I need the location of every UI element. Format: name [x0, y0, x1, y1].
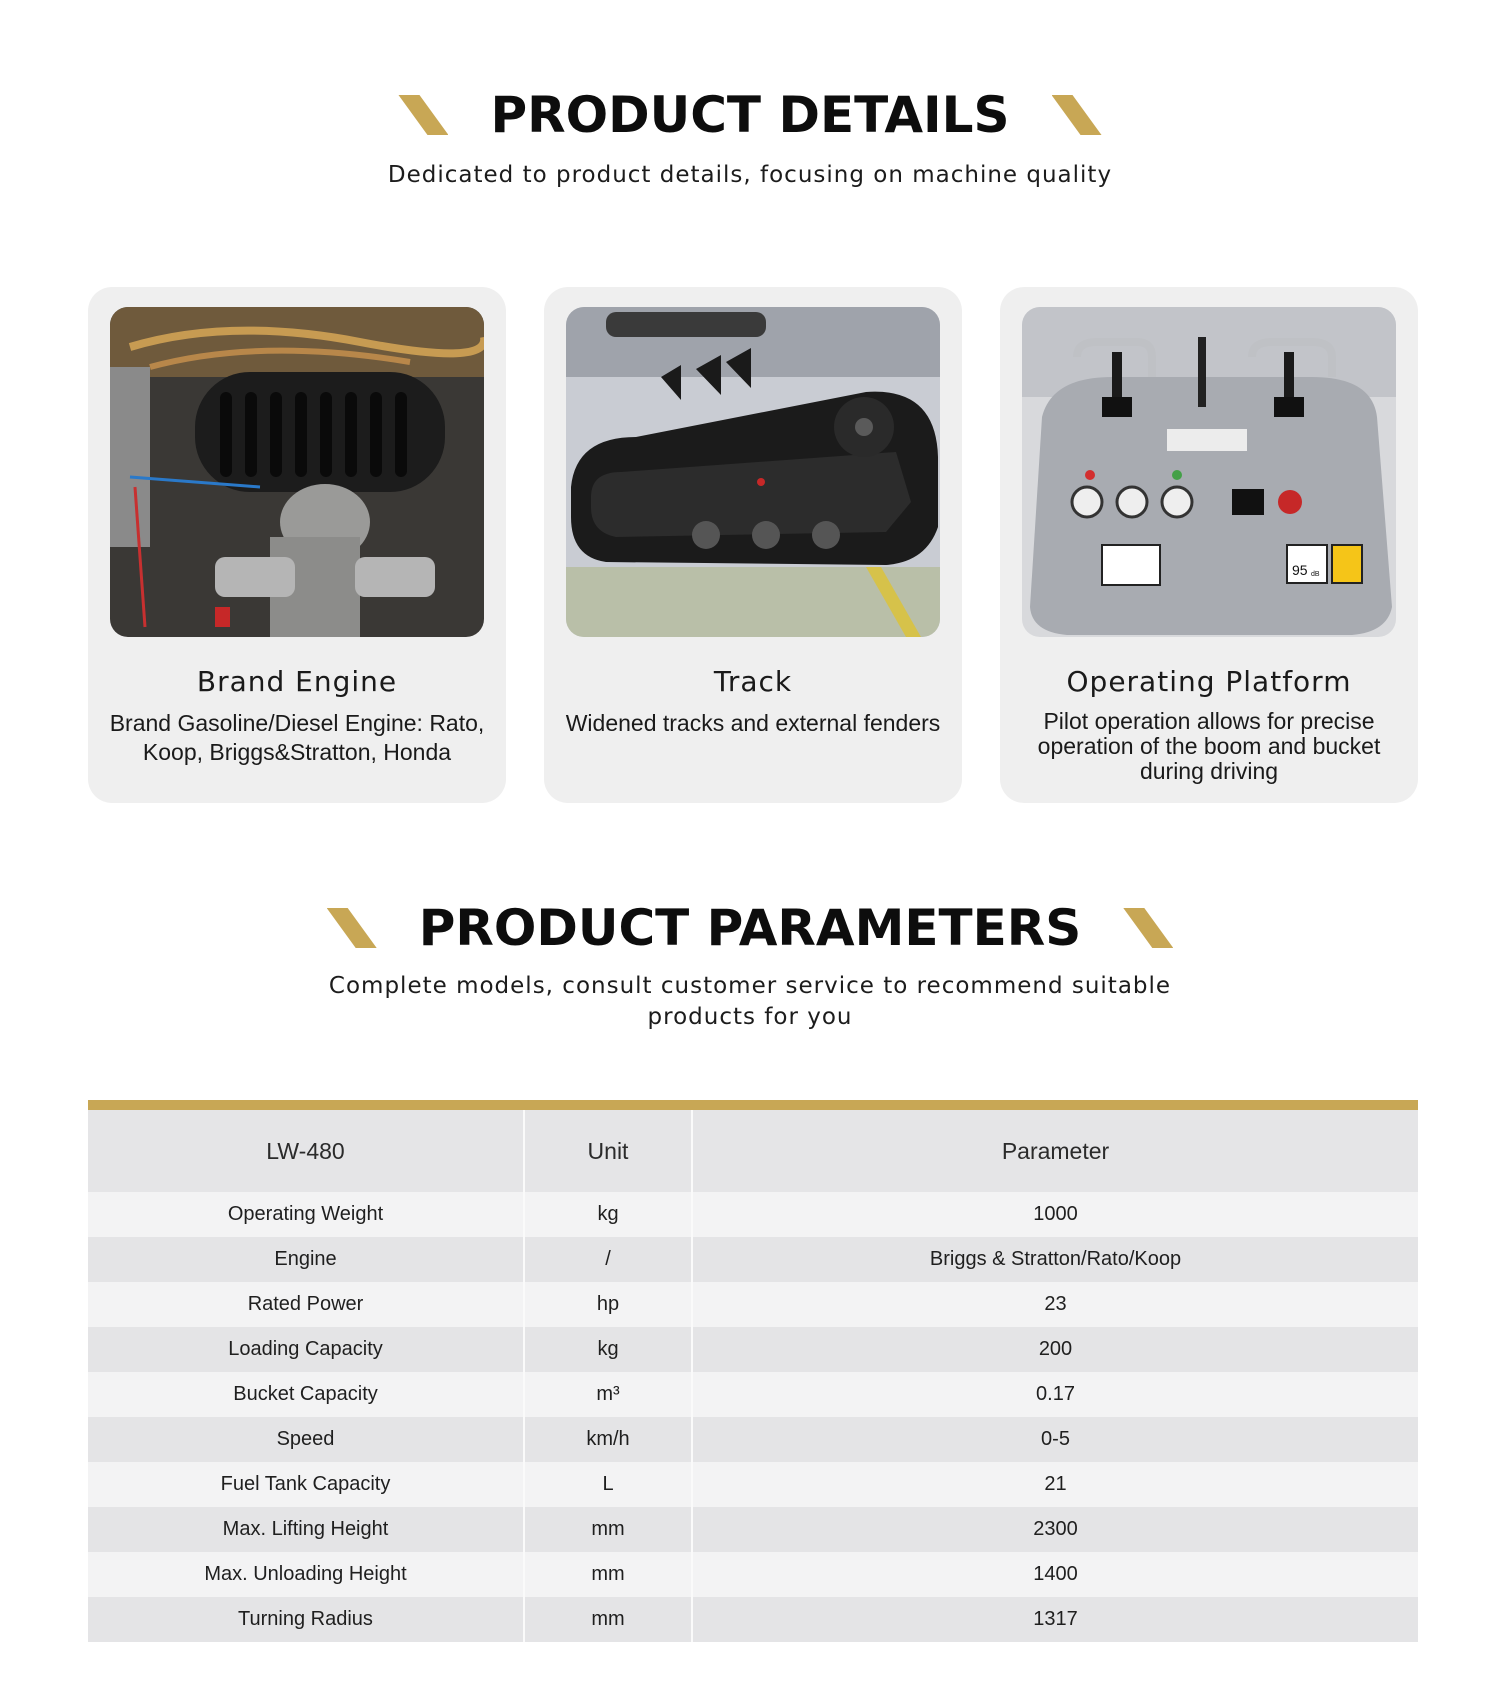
- row-unit: L: [524, 1462, 692, 1507]
- gold-slash-right-icon: [1123, 908, 1173, 948]
- table-row: [88, 1552, 1418, 1597]
- header-model: LW-480: [88, 1110, 524, 1192]
- row-unit: mm: [524, 1507, 692, 1552]
- table-row: [88, 1462, 1418, 1507]
- row-value: 1317: [692, 1597, 1418, 1642]
- row-name: Max. Unloading Height: [88, 1552, 524, 1597]
- row-unit: kg: [524, 1192, 692, 1237]
- row-value: 1000: [692, 1192, 1418, 1237]
- row-unit: mm: [524, 1552, 692, 1597]
- row-value: Briggs & Stratton/Rato/Koop: [692, 1237, 1418, 1282]
- parameters-title: PRODUCT PARAMETERS: [418, 899, 1082, 957]
- svg-text:95: 95: [1292, 562, 1308, 578]
- table-row: [88, 1597, 1418, 1642]
- row-unit: km/h: [524, 1417, 692, 1462]
- row-value: 200: [692, 1327, 1418, 1372]
- details-subtitle: Dedicated to product details, focusing on machine quality: [387, 162, 1113, 188]
- row-name: Operating Weight: [88, 1192, 524, 1237]
- engine-photo: [110, 307, 484, 637]
- card-track: [544, 287, 962, 803]
- row-value: 2300: [692, 1507, 1418, 1552]
- row-name: Engine: [88, 1237, 524, 1282]
- card-title-operating-platform: Operating Platform: [1066, 665, 1352, 698]
- card-desc-operating-platform: Pilot operation allows for precise operation of the boom and bucket during driving: [1037, 708, 1381, 784]
- row-unit: hp: [524, 1282, 692, 1327]
- header-unit: Unit: [524, 1110, 692, 1192]
- row-name: Fuel Tank Capacity: [88, 1462, 524, 1507]
- row-name: Rated Power: [88, 1282, 524, 1327]
- gold-slash-right-icon: [1052, 95, 1102, 135]
- table-row: [88, 1237, 1418, 1282]
- parameters-subtitle-line1: Complete models, consult customer service to recommend suitable: [328, 973, 1172, 999]
- svg-text:dB: dB: [1311, 571, 1320, 578]
- row-name: Max. Lifting Height: [88, 1507, 524, 1552]
- gold-slash-left-icon: [327, 908, 377, 948]
- parameters-header: [0, 899, 1500, 1033]
- row-unit: /: [524, 1237, 692, 1282]
- parameters-subtitle: [0, 971, 1500, 1033]
- row-unit: kg: [524, 1327, 692, 1372]
- parameters-subtitle-line2: products for you: [647, 1004, 853, 1030]
- row-value: 23: [692, 1282, 1418, 1327]
- operating-platform-photo: [1022, 307, 1396, 637]
- gold-slash-left-icon: [398, 95, 448, 135]
- row-value: 0.17: [692, 1372, 1418, 1417]
- row-value: 21: [692, 1462, 1418, 1507]
- row-name: Loading Capacity: [88, 1327, 524, 1372]
- table-gold-bar: [88, 1100, 1418, 1110]
- row-name: Bucket Capacity: [88, 1372, 524, 1417]
- row-unit: m³: [524, 1372, 692, 1417]
- card-desc-brand-engine: Brand Gasoline/Diesel Engine: Rato, Koop, Briggs&Stratton, Honda: [109, 710, 485, 765]
- table-header-row: [88, 1110, 1418, 1192]
- details-header: [0, 86, 1500, 191]
- card-operating-platform: [1000, 287, 1418, 803]
- details-title: PRODUCT DETAILS: [490, 86, 1010, 144]
- card-title-track: Track: [713, 665, 793, 698]
- track-photo: [566, 307, 940, 637]
- header-parameter: Parameter: [692, 1110, 1418, 1192]
- detail-cards: [88, 287, 1418, 803]
- row-name: Turning Radius: [88, 1597, 524, 1642]
- table-row: [88, 1192, 1418, 1237]
- table-row: [88, 1417, 1418, 1462]
- row-unit: mm: [524, 1597, 692, 1642]
- row-name: Speed: [88, 1417, 524, 1462]
- card-desc-track: Widened tracks and external fenders: [565, 710, 941, 736]
- card-brand-engine: [88, 287, 506, 803]
- parameters-table: [88, 1100, 1418, 1642]
- card-title-brand-engine: Brand Engine: [196, 665, 398, 698]
- table-row: [88, 1507, 1418, 1552]
- row-value: 1400: [692, 1552, 1418, 1597]
- table-row: [88, 1282, 1418, 1327]
- row-value: 0-5: [692, 1417, 1418, 1462]
- table-row: [88, 1327, 1418, 1372]
- table-row: [88, 1372, 1418, 1417]
